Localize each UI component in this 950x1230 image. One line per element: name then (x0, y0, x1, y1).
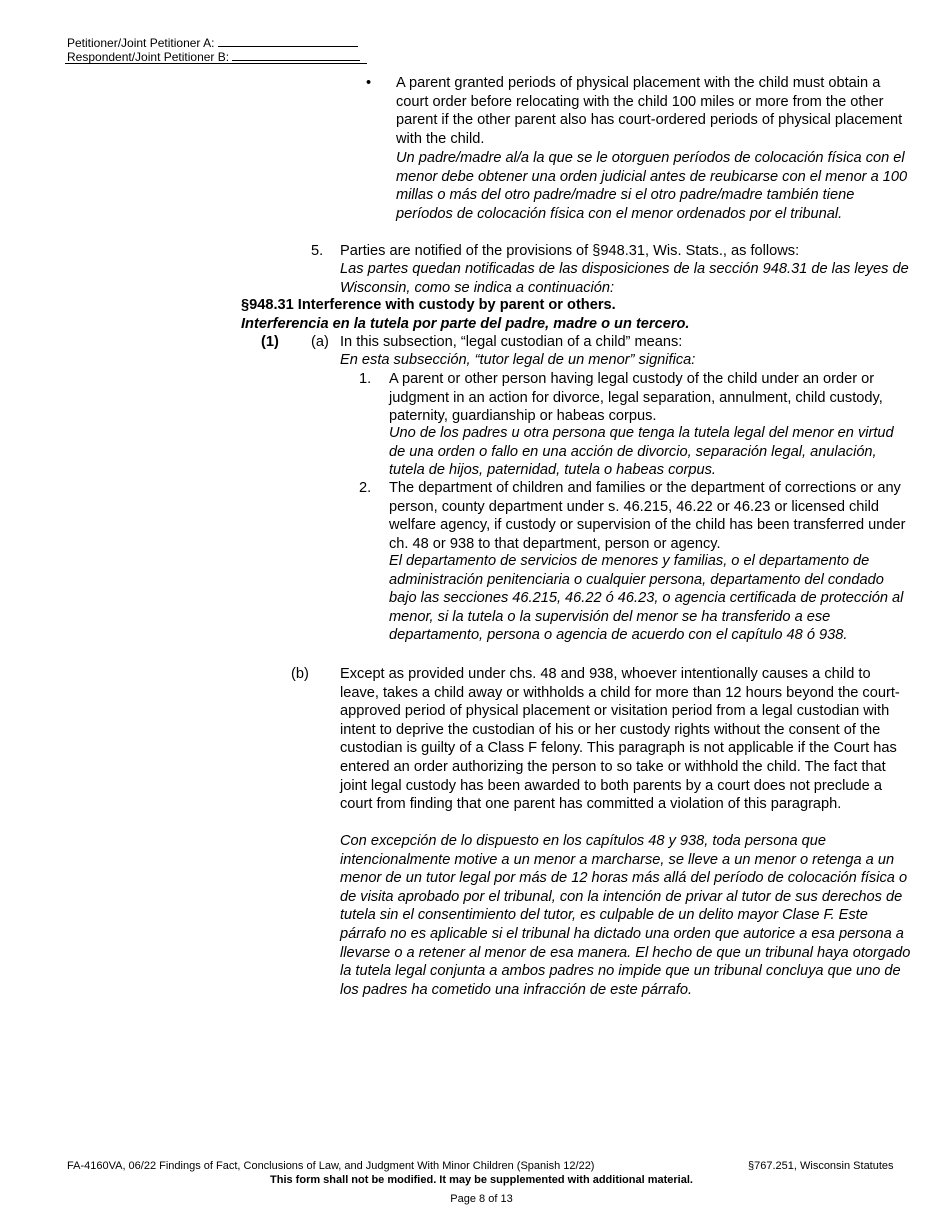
item-a1-number: 1. (359, 371, 372, 387)
page-number: Page 8 of 13 (450, 1193, 513, 1205)
statute-title-en: §948.31 Interference with custody by parent or others. (241, 297, 616, 313)
item5-number: 5. (311, 243, 324, 259)
footer-form-id: FA-4160VA, 06/22 Findings of Fact, Conclusions of Law, and Judgment With Minor Children (Spanish 12/22) (67, 1160, 595, 1172)
item-a1-text-es: Uno de los padres u otra persona que tenga la tutela legal del menor en virtud de una orden o fallo en una acción de divorcio, separación legal, anulación, tutela de hijos, paternidad, tutela o habeas corpus. (389, 425, 894, 479)
item-a1-text-en: A parent or other person having legal custody of the child under an order or judgment in an action for divorce, legal separation, annulment, child custody, paternity, guardianship or habeas corpus. (389, 371, 883, 425)
footer-notice: This form shall not be modified. It may be supplemented with additional material. (270, 1174, 693, 1186)
item5-text-es: Las partes quedan notificadas de las disposiciones de la sección 948.31 de las leyes de Wisconsin, como se indica a continuación: (340, 261, 909, 296)
statute-title-es: Interferencia en la tutela por parte del padre, madre o un tercero. (241, 316, 690, 332)
bullet-marker: • (366, 75, 372, 91)
item-a2-number: 2. (359, 480, 372, 496)
paragraph-b-text-es: Con excepción de lo dispuesto en los capítulos 48 y 938, toda persona que intencionalmente motive a un menor a marcharse, se lleve a un menor o retenga a un menor de un tutor legal por más de 12 horas más allá del período de colocación física o de visita aprobado por el tribunal, con la intención de privar al tutor de sus derechos de tutela sin el consentimiento del tutor, es culpable de un delito mayor Clase F. Este párrafo no es aplicable si el tribunal ha dictado una orden que autorice a esa persona a llevarse o a retener al menor de esa manera. El hecho de que un tribunal haya otorgado la tutela legal conjunta a ambos padres no impide que un tribunal concluya que uno de los padres ha cometido una infracción de este párrafo. (340, 833, 911, 998)
item-a2-text-es: El departamento de servicios de menores y familias, o el departamento de administración penitenciaria o cualquier persona, departamento del condado bajo las secciones 46.215, 46.22 ó 46.23, o agencia certificada de protección al menor, si la tutela o la supervisión del menor se ha transferido a ese departamento, persona o agencia de acuerdo con el capítulo 48 ó 938. (389, 553, 904, 644)
bullet-text-es: Un padre/madre al/a la que se le otorguen períodos de colocación física con el menor debe obtener una orden judicial antes de reubicarse con el menor a 100 millas o más del otro padre/madre si el otro padre/madre también tiene períodos de colocación física con el menor ordenados por el tribunal. (396, 150, 908, 222)
bullet-text-en: A parent granted periods of physical placement with the child must obtain a court order before relocating with the child 100 miles or more from the other parent if the other parent also has court-ordered periods of physical placement with the child. (396, 75, 903, 147)
paragraph-b-text-en: Except as provided under chs. 48 and 938, whoever intentionally causes a child to leave, takes a child away or withholds a child for more than 12 hours beyond the court-approved period of physical placement or visitation period from a legal custodian with intent to deprive the custodian of his or her custody rights without the consent of the custodian is guilty of a Class F felony. This paragraph is not applicable if the Court has entered an order authorizing the person to so take or withhold the child. The fact that joint legal custody has been awarded to both parents by a court does not preclude a court from finding that one parent has committed a violation of this paragraph. (340, 666, 900, 813)
item-a2-text-en: The department of children and families or the department of corrections or any person, county department under s. 46.215, 46.22 or 46.23 or licensed child welfare agency, if custody or supervision of the child has been transferred under ch. 48 or 938 to that department, person or agency. (389, 480, 906, 552)
paragraph-b-label: (b) (291, 666, 309, 682)
item5-text-en: Parties are notified of the provisions of §948.31, Wis. Stats., as follows: (340, 243, 800, 259)
paragraph-a-text-es: En esta subsección, “tutor legal de un menor” significa: (340, 352, 696, 368)
header-rule (65, 63, 367, 64)
paragraph-a-label: (a) (311, 334, 329, 350)
petitioner-label: Petitioner/Joint Petitioner A: (67, 36, 215, 50)
respondent-blank (232, 48, 360, 61)
footer-statute-ref: §767.251, Wisconsin Statutes (748, 1160, 894, 1172)
subsection-1-label: (1) (261, 334, 279, 350)
paragraph-a-text-en: In this subsection, “legal custodian of a child” means: (340, 334, 683, 350)
petitioner-blank (218, 34, 358, 47)
respondent-label: Respondent/Joint Petitioner B: (67, 50, 230, 64)
